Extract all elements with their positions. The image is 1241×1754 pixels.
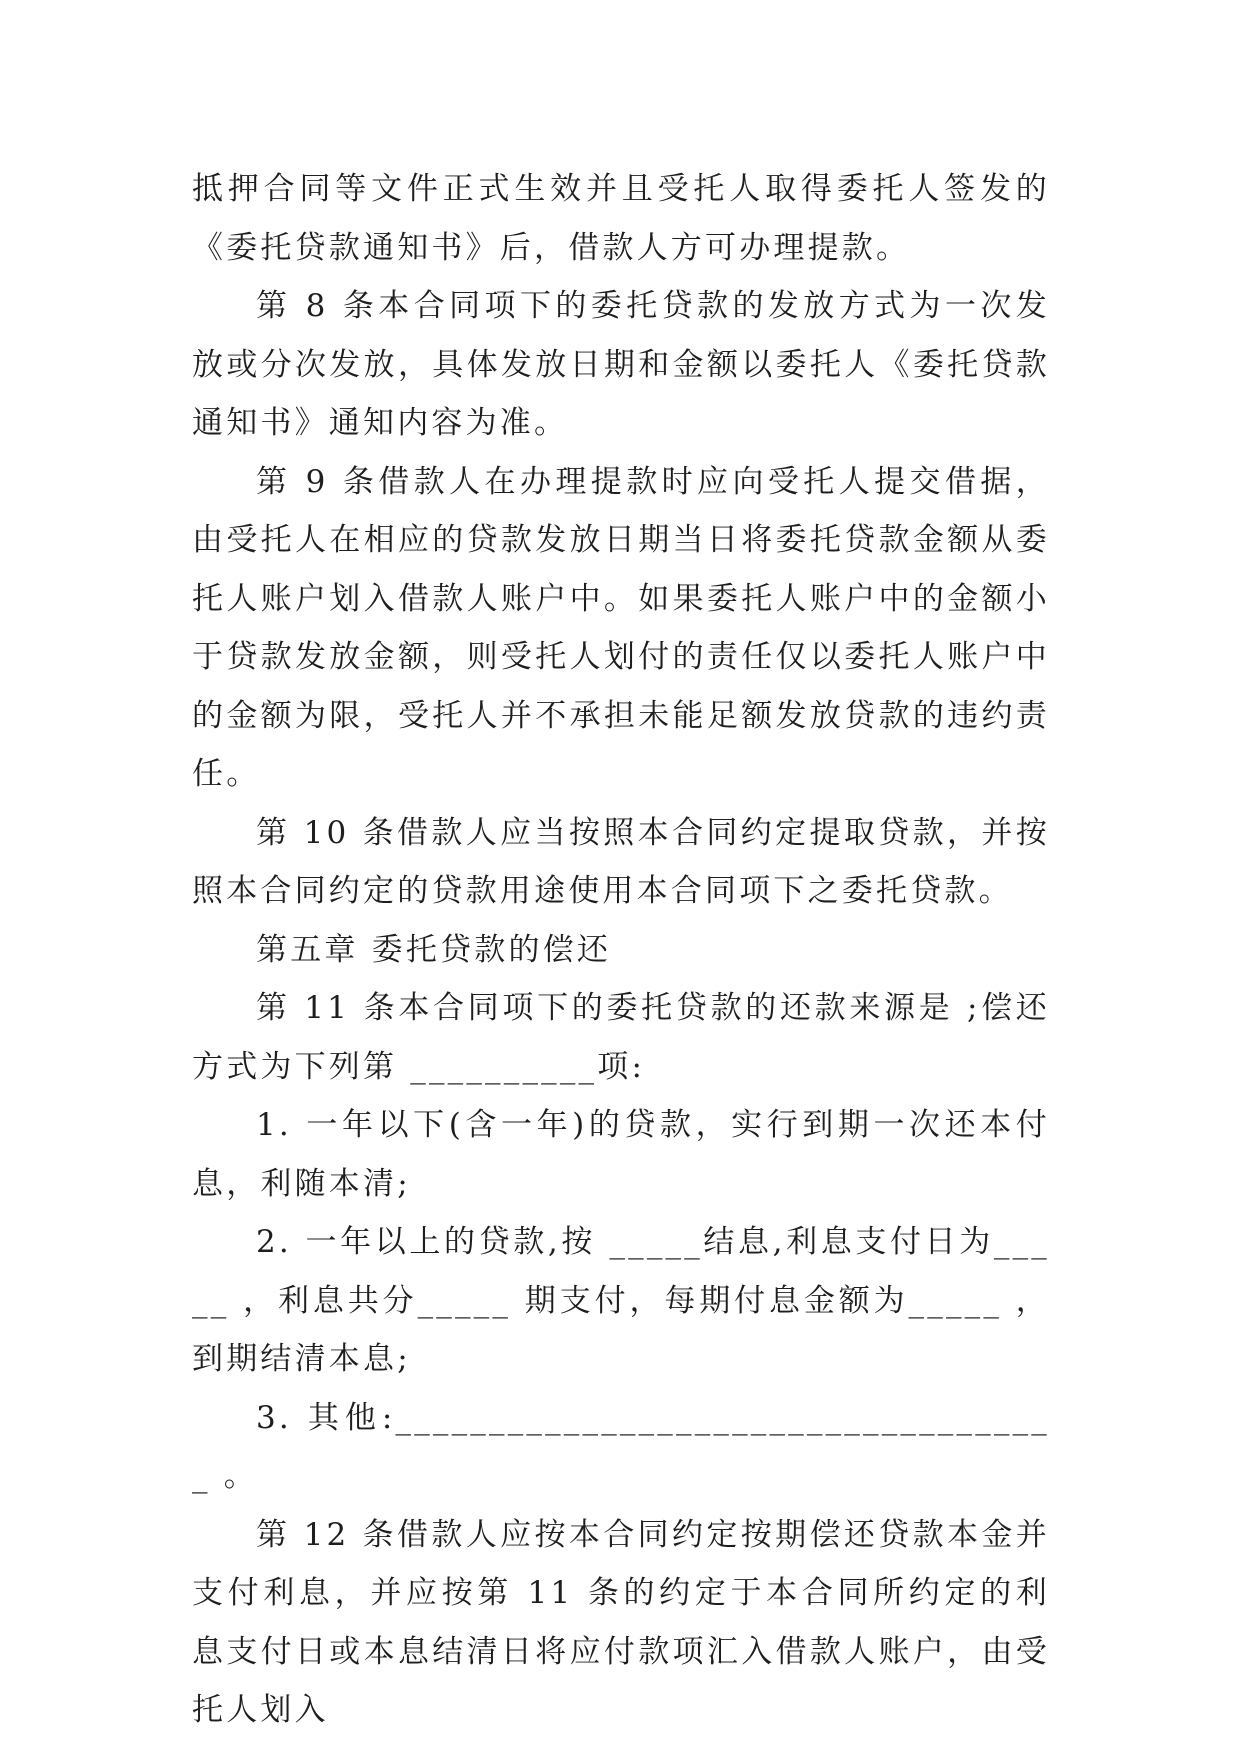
list-item-3: 3. 其他:____________________________________ 。 bbox=[192, 1399, 1050, 1494]
document-body bbox=[192, 160, 1050, 1740]
list-item-2: 2. 一年以上的贷款,按 _____结息,利息支付日为_____ ，利息共分_____ 期支付，每期付息金额为_____ ，到期结清本息; bbox=[192, 1224, 1050, 1377]
chapter-heading: 第五章 委托贷款的偿还 bbox=[256, 931, 612, 968]
paragraph-continuation: 抵押合同等文件正式生效并且受托人取得委托人签发的《委托贷款通知书》后，借款人方可办理提款。 bbox=[192, 171, 1050, 266]
paragraph-article-9: 第 9 条借款人在办理提款时应向受托人提交借据，由受托人在相应的贷款发放日期当日将委托贷款金额从委托人账户划入借款人账户中。如果委托人账户中的金额小于贷款发放金额，则受托人划付的责任仅以委托人账户中的金额为限，受托人并不承担未能足额发放贷款的违约责任。 bbox=[192, 463, 1050, 792]
paragraph-article-10: 第 10 条借款人应当按照本合同约定提取贷款，并按照本合同约定的贷款用途使用本合同项下之委托贷款。 bbox=[192, 814, 1050, 909]
paragraph-article-11: 第 11 条本合同项下的委托贷款的还款来源是 ;偿还方式为下列第 __________项: bbox=[192, 990, 1050, 1085]
list-item-1: 1. 一年以下(含一年)的贷款，实行到期一次还本付息，利随本清; bbox=[192, 1107, 1050, 1202]
paragraph-article-8: 第 8 条本合同项下的委托贷款的发放方式为一次发放或分次发放，具体发放日期和金额以委托人《委托贷款通知书》通知内容为准。 bbox=[192, 288, 1050, 441]
paragraph-article-12: 第 12 条借款人应按本合同约定按期偿还贷款本金并支付利息，并应按第 11 条的约定于本合同所约定的利息支付日或本息结清日将应付款项汇入借款人账户，由受托人划入 bbox=[192, 1516, 1050, 1728]
